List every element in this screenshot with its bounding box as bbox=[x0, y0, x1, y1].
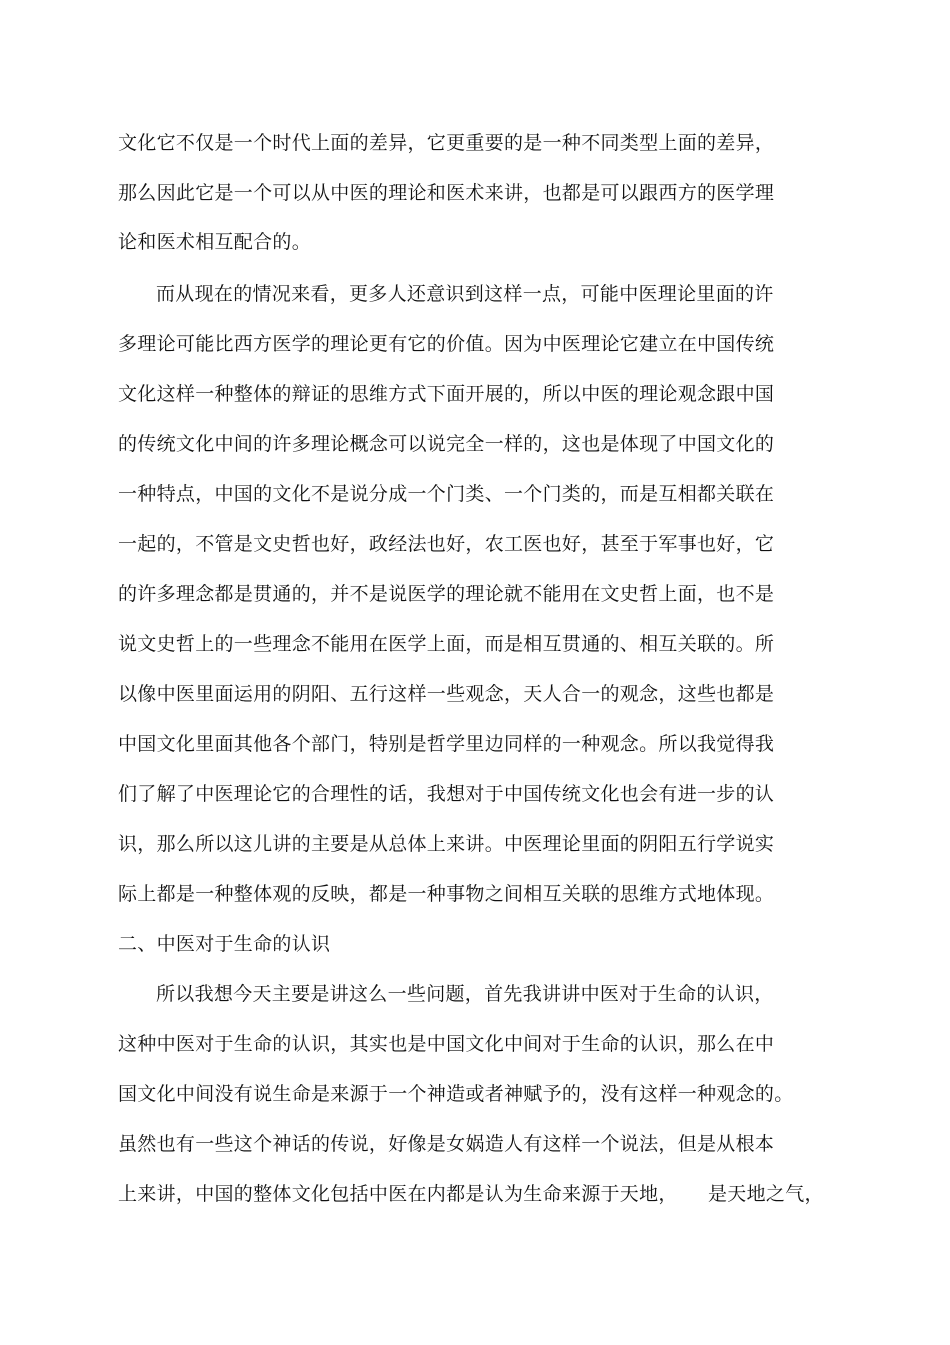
section-heading: 二、中医对于生命的认识 bbox=[118, 933, 331, 955]
paragraph-line: 一种特点，中国的文化不是说分成一个门类、一个门类的，而是互相都关联在 bbox=[118, 483, 775, 505]
paragraph-line: 那么因此它是一个可以从中医的理论和医术来讲，也都是可以跟西方的医学理 bbox=[118, 182, 775, 204]
paragraph-line: 多理论可能比西方医学的理论更有它的价值。因为中医理论它建立在中国传统 bbox=[118, 333, 775, 355]
paragraph-line: 上来讲，中国的整体文化包括中医在内都是认为生命来源于天地， bbox=[118, 1183, 678, 1205]
paragraph-line: 国文化中间没有说生命是来源于一个神造或者神赋予的，没有这样一种观念的。 bbox=[118, 1083, 794, 1105]
paragraph-line: 说文史哲上的一些理念不能用在医学上面，而是相互贯通的、相互关联的。所 bbox=[118, 633, 775, 655]
paragraph-line: 这种中医对于生命的认识，其实也是中国文化中间对于生命的认识，那么在中 bbox=[118, 1033, 775, 1055]
paragraph-line: 虽然也有一些这个神话的传说，好像是女娲造人有这样一个说法，但是从根本 bbox=[118, 1133, 775, 1155]
paragraph-line: 论和医术相互配合的。 bbox=[118, 231, 312, 253]
paragraph-line: 以像中医里面运用的阴阳、五行这样一些观念，天人合一的观念，这些也都是 bbox=[118, 683, 775, 705]
paragraph-line-tail: 是天地之气， bbox=[708, 1183, 824, 1205]
paragraph-line: 的许多理念都是贯通的，并不是说医学的理论就不能用在文史哲上面，也不是 bbox=[118, 583, 775, 605]
paragraph-line: 的传统文化中间的许多理论概念可以说完全一样的，这也是体现了中国文化的 bbox=[118, 433, 775, 455]
paragraph-line: 所以我想今天主要是讲这么一些问题，首先我讲讲中医对于生命的认识， bbox=[156, 983, 774, 1005]
paragraph-line: 文化这样一种整体的辩证的思维方式下面开展的，所以中医的理论观念跟中国 bbox=[118, 383, 775, 405]
paragraph-line: 中国文化里面其他各个部门，特别是哲学里边同样的一种观念。所以我觉得我 bbox=[118, 733, 775, 755]
paragraph-line: 际上都是一种整体观的反映，都是一种事物之间相互关联的思维方式地体现。 bbox=[118, 883, 775, 905]
paragraph-line: 识，那么所以这儿讲的主要是从总体上来讲。中医理论里面的阴阳五行学说实 bbox=[118, 833, 775, 855]
paragraph-line: 文化它不仅是一个时代上面的差异，它更重要的是一种不同类型上面的差异， bbox=[118, 132, 775, 154]
paragraph-line: 一起的，不管是文史哲也好，政经法也好，农工医也好，甚至于军事也好，它 bbox=[118, 533, 775, 555]
paragraph-line: 而从现在的情况来看，更多人还意识到这样一点，可能中医理论里面的许 bbox=[156, 283, 774, 305]
paragraph-line: 们了解了中医理论它的合理性的话，我想对于中国传统文化也会有进一步的认 bbox=[118, 783, 775, 805]
